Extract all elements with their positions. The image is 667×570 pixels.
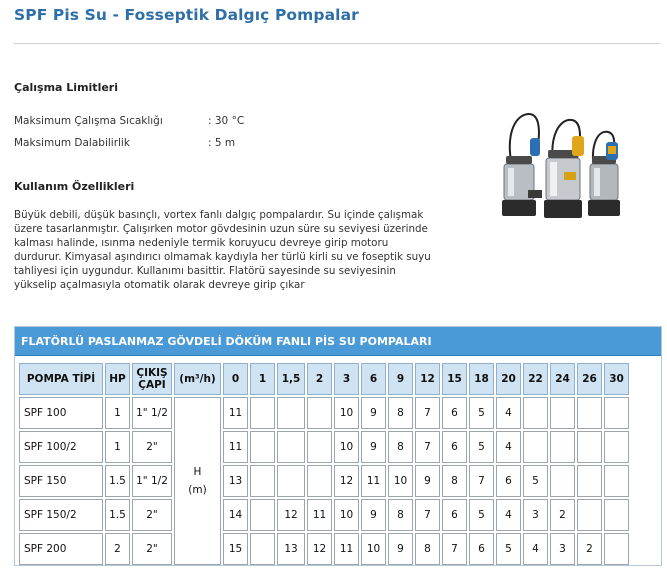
head-value-cell: 11 — [334, 533, 359, 565]
col-flow-header: 2 — [307, 363, 332, 395]
head-value-cell: 11 — [223, 397, 248, 429]
head-value-cell: 13 — [223, 465, 248, 497]
hp-cell: 1 — [105, 397, 130, 429]
limit-label: Maksimum Çalışma Sıcaklığı — [14, 115, 163, 127]
col-flow-header: 15 — [442, 363, 467, 395]
table-row — [19, 533, 629, 565]
head-value-cell — [577, 465, 602, 497]
head-value-cell — [250, 499, 275, 531]
head-value-cell: 6 — [496, 465, 521, 497]
limit-row-temperature — [14, 115, 244, 127]
head-value-cell — [277, 431, 305, 463]
head-value-cell — [604, 431, 629, 463]
head-value-cell: 4 — [496, 431, 521, 463]
head-value-cell — [577, 431, 602, 463]
hp-cell: 1.5 — [105, 499, 130, 531]
model-cell: SPF 100 — [19, 397, 103, 429]
table-row — [19, 431, 629, 463]
head-value-cell: 12 — [334, 465, 359, 497]
head-value-cell: 12 — [277, 499, 305, 531]
head-value-cell: 10 — [334, 397, 359, 429]
head-value-cell: 11 — [223, 431, 248, 463]
table-row — [19, 465, 629, 497]
model-cell: SPF 150 — [19, 465, 103, 497]
col-flow-unit-header: (m³/h) — [174, 363, 221, 395]
head-value-cell: 8 — [388, 499, 413, 531]
head-value-cell: 12 — [307, 533, 332, 565]
head-value-cell: 7 — [415, 431, 440, 463]
head-value-cell: 8 — [442, 465, 467, 497]
head-value-cell — [523, 431, 548, 463]
head-value-cell: 5 — [523, 465, 548, 497]
page-title: SPF Pis Su - Fosseptik Dalgıç Pompalar — [14, 6, 359, 24]
head-value-cell: 10 — [361, 533, 386, 565]
head-value-cell: 2 — [577, 533, 602, 565]
outlet-header-line: ÇIKIŞ — [136, 367, 168, 379]
head-value-cell: 11 — [361, 465, 386, 497]
col-flow-header: 6 — [361, 363, 386, 395]
description-line: kalması halinde, ısınma nedeniyle termik koruyucu devreye girip motoru — [14, 237, 389, 249]
model-cell: SPF 100/2 — [19, 431, 103, 463]
head-value-cell: 5 — [496, 533, 521, 565]
head-value-cell: 10 — [334, 499, 359, 531]
head-value-cell: 9 — [361, 397, 386, 429]
head-value-cell — [250, 431, 275, 463]
col-model-header: POMPA TİPİ — [19, 363, 103, 395]
title-divider — [14, 43, 660, 44]
head-unit-line: H — [193, 466, 202, 478]
limit-value: : 5 m — [208, 137, 236, 149]
head-value-cell — [307, 431, 332, 463]
model-cell: SPF 150/2 — [19, 499, 103, 531]
limit-row-depth — [14, 137, 235, 149]
head-value-cell — [307, 465, 332, 497]
outlet-cell: 2" — [132, 431, 172, 463]
head-value-cell: 9 — [388, 533, 413, 565]
head-value-cell: 5 — [469, 397, 494, 429]
head-value-cell: 8 — [415, 533, 440, 565]
description-line: üzere tasarlanmıştır. Çalışırken motor gövdesinin uzun süre su seviyesi üzerinde — [14, 223, 428, 235]
head-value-cell: 2 — [550, 499, 575, 531]
head-value-cell: 10 — [388, 465, 413, 497]
head-value-cell — [250, 533, 275, 565]
head-value-cell: 14 — [223, 499, 248, 531]
head-value-cell: 6 — [442, 397, 467, 429]
col-flow-header: 9 — [388, 363, 413, 395]
features-description — [14, 208, 450, 292]
head-value-cell: 9 — [415, 465, 440, 497]
pump-spec-table-panel — [14, 326, 662, 566]
description-line: yükselip açalmasıyla otomatik olarak devreye girip çıkar — [14, 279, 305, 291]
outlet-cell: 2" — [132, 499, 172, 531]
head-value-cell: 6 — [442, 431, 467, 463]
head-value-cell: 8 — [388, 397, 413, 429]
table-row — [19, 397, 629, 429]
description-line: Büyük debili, düşük basınçlı, vortex fanlı dalgıç pompalardır. Su içinde çalışmak — [14, 209, 424, 221]
col-flow-header: 30 — [604, 363, 629, 395]
outlet-cell: 1" 1/2 — [132, 465, 172, 497]
outlet-header-line: ÇAPI — [138, 379, 166, 391]
col-flow-header: 1 — [250, 363, 275, 395]
head-value-cell — [577, 499, 602, 531]
limit-value: : 30 °C — [208, 115, 245, 127]
head-unit-cell — [174, 397, 221, 565]
head-value-cell: 6 — [442, 499, 467, 531]
head-value-cell: 15 — [223, 533, 248, 565]
description-line: durdurur. Kimyasal aşındırıcı olmamak kaydıyla her türlü kirli su ve foseptik suyu — [14, 251, 431, 263]
head-value-cell — [550, 465, 575, 497]
features-heading: Kullanım Özellikleri — [14, 180, 135, 193]
head-value-cell — [604, 397, 629, 429]
head-value-cell — [523, 397, 548, 429]
head-value-cell: 5 — [469, 499, 494, 531]
head-value-cell — [250, 465, 275, 497]
table-header-row — [19, 363, 629, 395]
head-unit-line: (m) — [188, 484, 207, 496]
table-title: FLATÖRLÜ PASLANMAZ GÖVDELİ DÖKÜM FANLI PİS SU POMPALARI — [15, 327, 661, 356]
col-flow-header: 0 — [223, 363, 248, 395]
head-value-cell: 7 — [469, 465, 494, 497]
head-value-cell — [604, 533, 629, 565]
head-value-cell: 3 — [523, 499, 548, 531]
col-outlet-header — [132, 363, 172, 395]
col-flow-header: 22 — [523, 363, 548, 395]
col-flow-header: 18 — [469, 363, 494, 395]
head-value-cell: 9 — [361, 431, 386, 463]
model-cell: SPF 200 — [19, 533, 103, 565]
limit-label: Maksimum Dalabilirlik — [14, 137, 130, 149]
head-value-cell: 11 — [307, 499, 332, 531]
head-value-cell: 5 — [469, 431, 494, 463]
head-value-cell: 4 — [496, 397, 521, 429]
limits-heading: Çalışma Limitleri — [14, 81, 118, 94]
head-value-cell: 9 — [361, 499, 386, 531]
col-flow-header: 26 — [577, 363, 602, 395]
outlet-cell: 1" 1/2 — [132, 397, 172, 429]
head-value-cell: 7 — [415, 397, 440, 429]
head-value-cell: 6 — [469, 533, 494, 565]
col-flow-header: 3 — [334, 363, 359, 395]
pump-spec-table — [17, 361, 631, 567]
outlet-cell: 2" — [132, 533, 172, 565]
table-row — [19, 499, 629, 531]
head-value-cell — [577, 397, 602, 429]
head-value-cell: 10 — [334, 431, 359, 463]
head-value-cell: 8 — [388, 431, 413, 463]
head-value-cell: 13 — [277, 533, 305, 565]
col-flow-header: 1,5 — [277, 363, 305, 395]
head-value-cell — [250, 397, 275, 429]
head-value-cell: 7 — [415, 499, 440, 531]
head-value-cell — [277, 397, 305, 429]
head-value-cell — [604, 465, 629, 497]
col-hp-header: HP — [105, 363, 130, 395]
hp-cell: 2 — [105, 533, 130, 565]
head-value-cell — [277, 465, 305, 497]
head-value-cell — [604, 499, 629, 531]
description-line: tahliyesi için uygundur. Kullanımı basittir. Flatörü sayesinde su seviyesinin — [14, 265, 396, 277]
col-flow-header: 24 — [550, 363, 575, 395]
head-value-cell — [550, 431, 575, 463]
head-value-cell: 4 — [496, 499, 521, 531]
col-flow-header: 20 — [496, 363, 521, 395]
head-value-cell — [307, 397, 332, 429]
head-value-cell: 7 — [442, 533, 467, 565]
head-value-cell — [550, 397, 575, 429]
hp-cell: 1 — [105, 431, 130, 463]
head-value-cell: 3 — [550, 533, 575, 565]
head-value-cell: 4 — [523, 533, 548, 565]
hp-cell: 1.5 — [105, 465, 130, 497]
col-flow-header: 12 — [415, 363, 440, 395]
pump-product-image — [490, 108, 640, 226]
